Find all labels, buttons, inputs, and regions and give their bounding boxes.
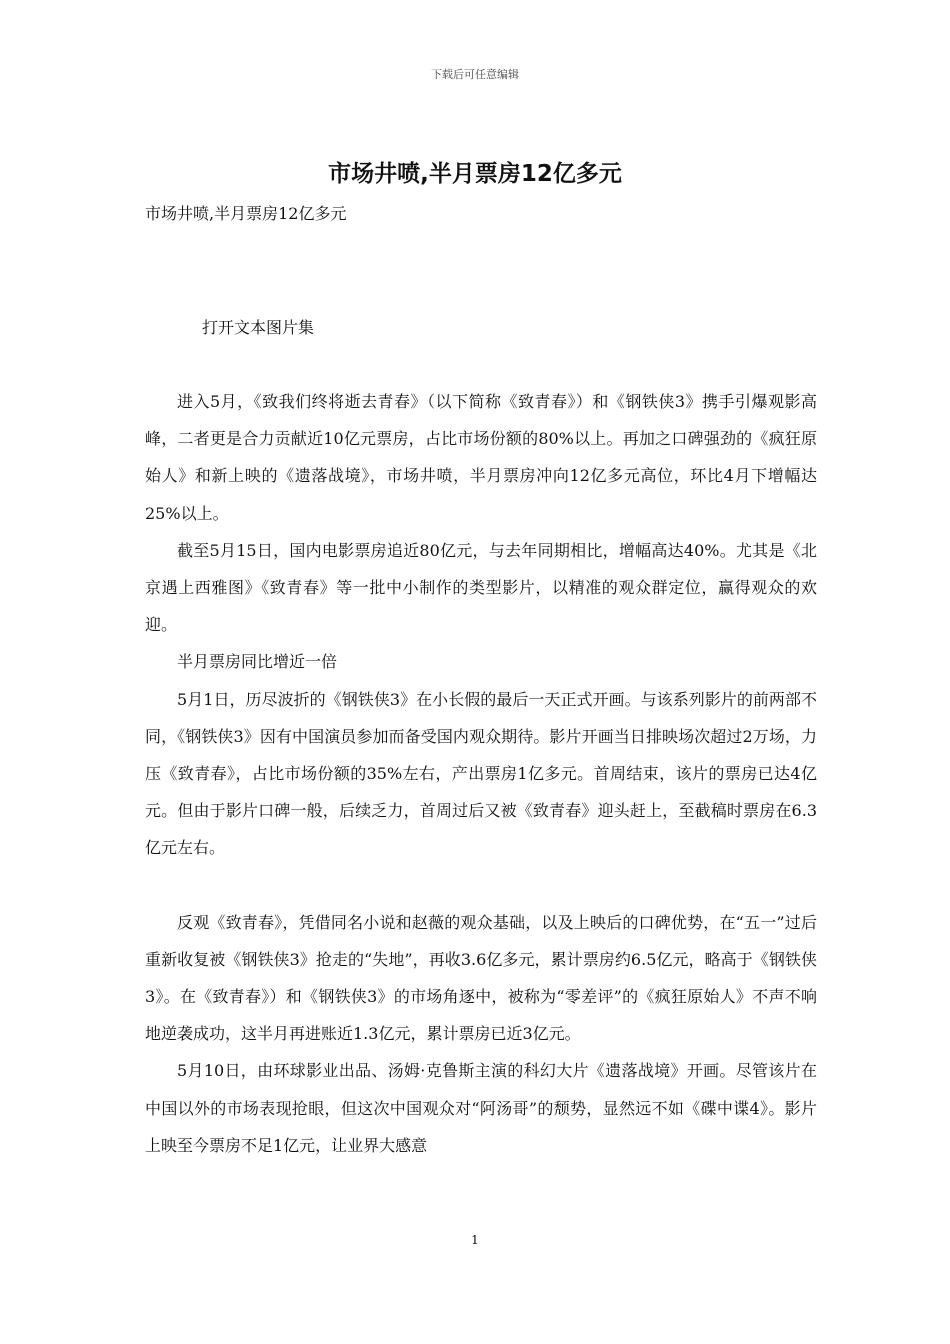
- paragraph: 反观《致青春》，凭借同名小说和赵薇的观众基础，以及上映后的口碑优势，在“五一”过后重新收复被《钢铁侠3》抢走的“失地”，再收3.6亿多元，累计票房约6.5亿元，略高于《钢铁侠3》。在《致青春》）和《钢铁侠3》的市场角逐中，被称为“零差评”的《疯狂原始人》不声不响地逆袭成功，这半月再进账近1.3亿元，累计票房已近3亿元。: [145, 912, 817, 1044]
- paragraph: 截至5月15日，国内电影票房追近80亿元，与去年同期相比，增幅高达40%。尤其是《北京遇上西雅图》《致青春》等一批中小制作的类型影片，以精准的观众群定位，赢得观众的欢迎。: [145, 540, 817, 635]
- paragraph: 5月10日，由环球影业出品、汤姆·克鲁斯主演的科幻大片《遗落战境》开画。尽管该片在中国以外的市场表现抢眼，但这次中国观众对“阿汤哥”的颓势，显然远不如《碟中谍4》。影片上映至今票房不足1亿元，让业界大感意: [145, 1061, 817, 1155]
- page-header-note: 下载后可任意编辑: [431, 68, 519, 81]
- document-subtitle: 市场井喷,半月票房12亿多元: [145, 204, 347, 223]
- section-heading: 半月票房同比增近一倍: [177, 652, 338, 672]
- paragraph-spacer: [145, 867, 817, 904]
- page-number: 1: [471, 1233, 479, 1247]
- image-set-link[interactable]: 打开文本图片集: [202, 318, 315, 337]
- article-body: [145, 383, 817, 1164]
- paragraph: 5月1日，历尽波折的《钢铁侠3》在小长假的最后一天正式开画。与该系列影片的前两部不同，《钢铁侠3》因有中国演员参加而备受国内观众期待。影片开画当日排映场次超过2万场，力压《致青春》，占比市场份额的35%左右，产出票房1亿多元。首周结束，该片的票房已达4亿元。但由于影片口碑一般，后续乏力，首周过后又被《致青春》迎头赶上，至截稿时票房在6.3亿元左右。: [145, 689, 817, 858]
- paragraph: 进入5月，《致我们终将逝去青春》（以下简称《致青春》）和《钢铁侠3》携手引爆观影高峰，二者更是合力贡献近10亿元票房，占比市场份额的80%以上。再加之口碑强劲的《疯狂原始人》和新上映的《遗落战境》，市场井喷，半月票房冲向12亿多元高位，环比4月下增幅达25%以上。: [145, 392, 817, 523]
- document-title: 市场井喷,半月票房12亿多元: [328, 161, 622, 187]
